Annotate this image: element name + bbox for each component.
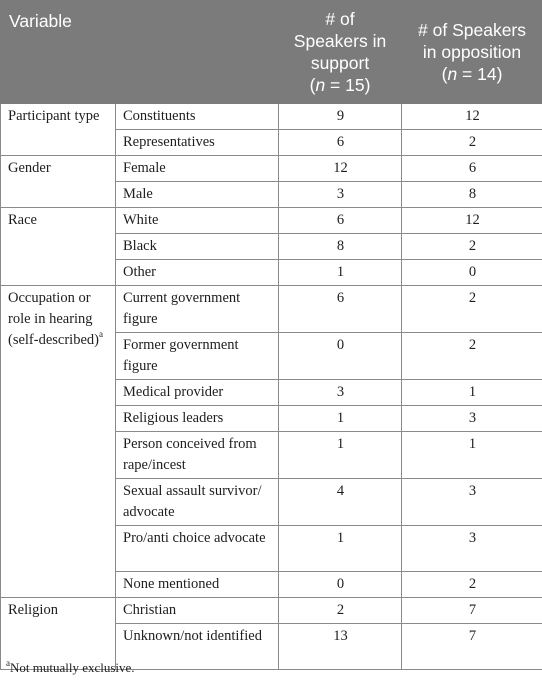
footnote-text: Not mutually exclusive.: [10, 660, 135, 675]
support-count: 1: [279, 526, 402, 572]
oppose-count: 2: [402, 234, 542, 260]
variable-cell: Race: [1, 208, 116, 286]
oppose-count: 7: [402, 598, 542, 624]
category-cell: Religious leaders: [116, 406, 279, 432]
variable-cell: Gender: [1, 156, 116, 208]
oppose-count: 2: [402, 572, 542, 598]
category-cell: Female: [116, 156, 279, 182]
variable-cell: [1, 286, 116, 598]
support-count: 6: [279, 286, 402, 333]
support-count: 1: [279, 406, 402, 432]
category-cell: Pro/anti choice advocate: [116, 526, 279, 572]
header-oppose-line2: in opposition: [422, 42, 522, 62]
footnote-marker: a: [6, 657, 10, 668]
category-cell: Sexual assault survivor/ advocate: [116, 479, 279, 526]
category-cell: Constituents: [116, 104, 279, 130]
support-count: 0: [279, 572, 402, 598]
variable-cell: Participant type: [1, 104, 116, 156]
category-cell: Male: [116, 182, 279, 208]
table-row: [1, 208, 542, 234]
table-row: [1, 104, 542, 130]
header-oppose-n-var: n: [447, 64, 458, 84]
oppose-count: 3: [402, 406, 542, 432]
support-count: 1: [279, 260, 402, 286]
category-cell: Christian: [116, 598, 279, 624]
oppose-count: 2: [402, 286, 542, 333]
oppose-count: 3: [402, 479, 542, 526]
support-count: 13: [279, 624, 402, 670]
category-cell: Person conceived from rape/incest: [116, 432, 279, 479]
header-support-n-open: (: [309, 75, 316, 95]
support-count: 9: [279, 104, 402, 130]
variable-occupation-label: Occupation or role in hearing (self-described): [8, 290, 99, 348]
header-oppose-line1: # of Speakers: [418, 20, 526, 40]
table-row: [1, 286, 542, 333]
support-count: 6: [279, 130, 402, 156]
variable-cell: Religion: [1, 598, 116, 670]
category-cell: Black: [116, 234, 279, 260]
oppose-count: 2: [402, 130, 542, 156]
footnote-marker: a: [98, 329, 103, 340]
category-cell: Current government figure: [116, 286, 279, 333]
support-count: 8: [279, 234, 402, 260]
oppose-count: 0: [402, 260, 542, 286]
header-row: [1, 1, 542, 104]
support-count: 0: [279, 333, 402, 380]
support-count: 3: [279, 380, 402, 406]
category-cell: Unknown/not identified: [116, 624, 279, 670]
header-opposition: [402, 1, 542, 104]
header-support-line3: support: [310, 53, 370, 73]
support-count: 2: [279, 598, 402, 624]
oppose-count: 6: [402, 156, 542, 182]
category-cell: Medical provider: [116, 380, 279, 406]
oppose-count: 12: [402, 208, 542, 234]
oppose-count: 7: [402, 624, 542, 670]
category-cell: Other: [116, 260, 279, 286]
support-count: 3: [279, 182, 402, 208]
category-cell: Representatives: [116, 130, 279, 156]
table-row: [1, 598, 542, 624]
header-support-line1: # of: [325, 9, 355, 29]
table-footnote: [6, 657, 135, 676]
oppose-count: 12: [402, 104, 542, 130]
oppose-count: 1: [402, 380, 542, 406]
oppose-count: 3: [402, 526, 542, 572]
header-support-line2: Speakers in: [293, 31, 387, 51]
header-variable: Variable: [1, 1, 279, 104]
header-support-n-value: = 15): [325, 75, 371, 95]
category-cell: None mentioned: [116, 572, 279, 598]
header-oppose-n-value: = 14): [457, 64, 503, 84]
header-support: [279, 1, 402, 104]
support-count: 1: [279, 432, 402, 479]
header-support-n-var: n: [315, 75, 326, 95]
support-count: 4: [279, 479, 402, 526]
oppose-count: 1: [402, 432, 542, 479]
category-cell: White: [116, 208, 279, 234]
oppose-count: 2: [402, 333, 542, 380]
oppose-count: 8: [402, 182, 542, 208]
support-count: 12: [279, 156, 402, 182]
category-cell: Former government figure: [116, 333, 279, 380]
header-oppose-n-open: (: [441, 64, 448, 84]
support-count: 6: [279, 208, 402, 234]
table-row: [1, 156, 542, 182]
